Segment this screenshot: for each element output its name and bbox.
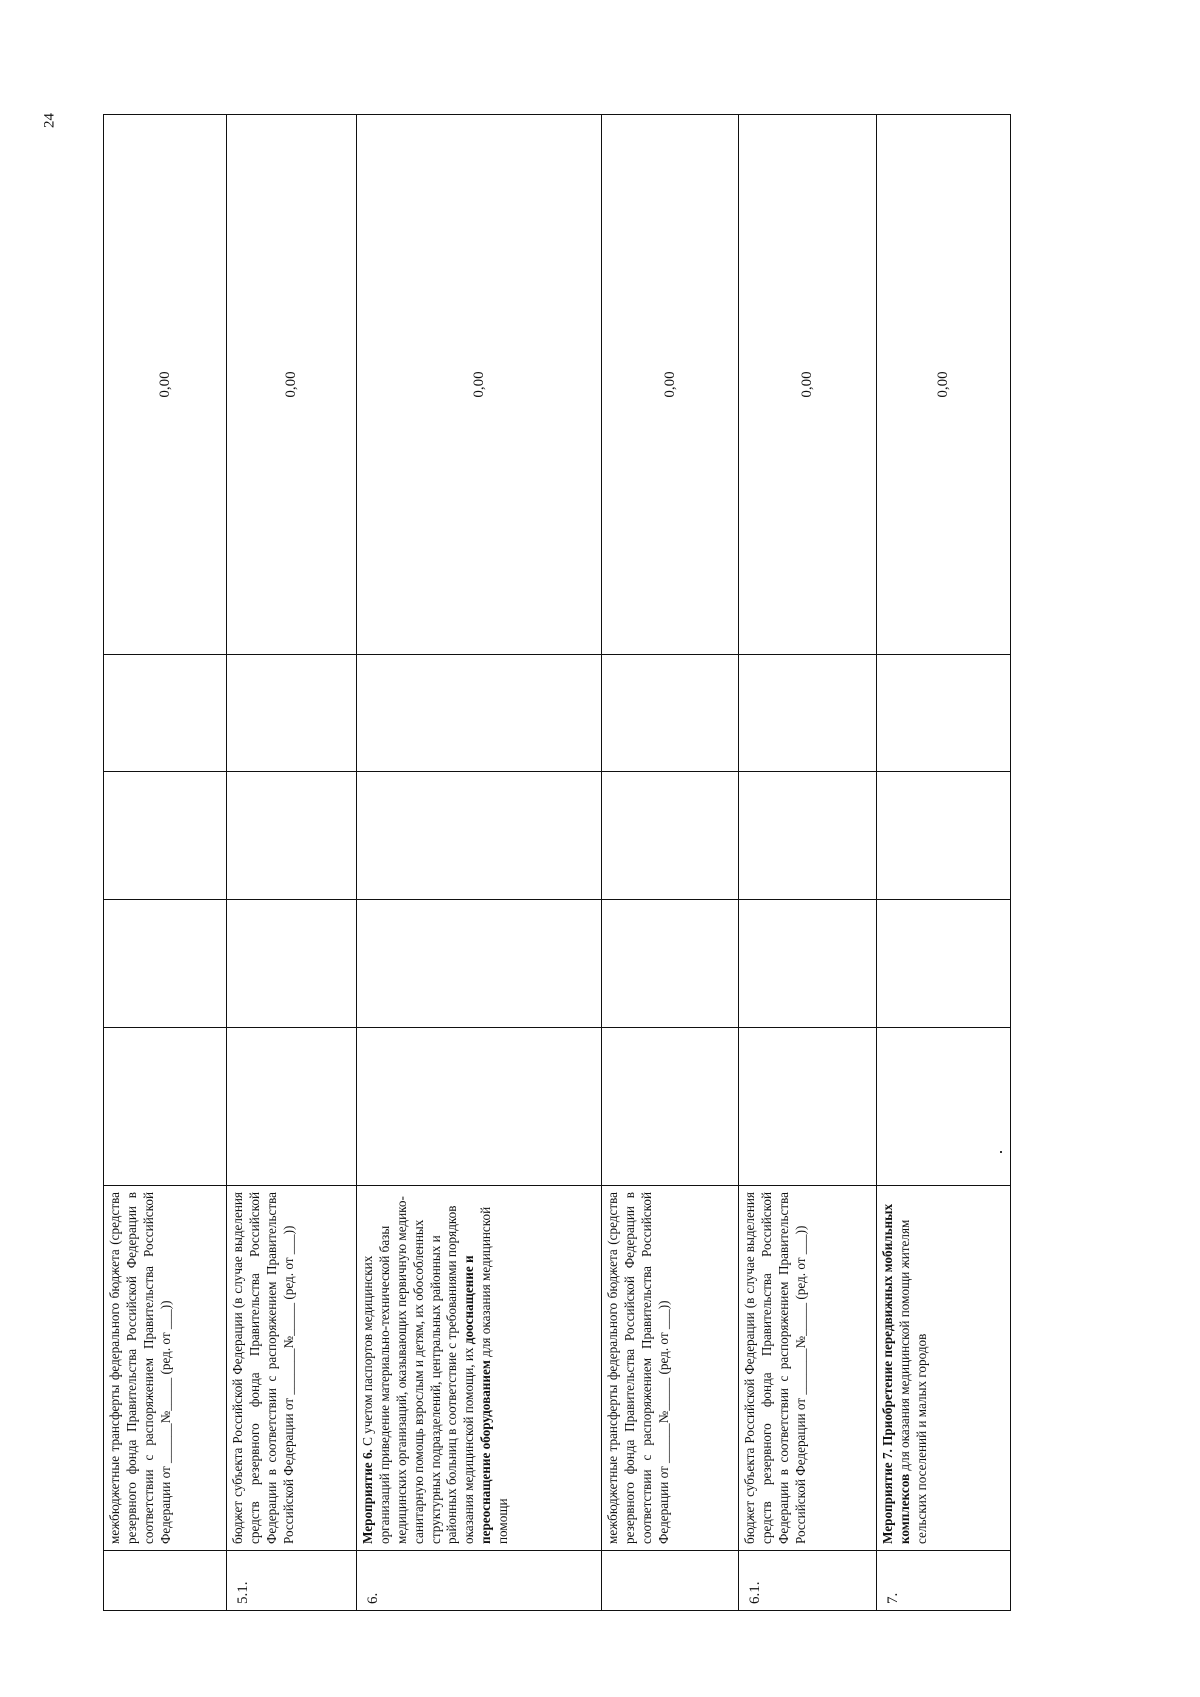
empty-cell [602,655,739,772]
amount-cell: 0,00 [357,115,602,655]
row-number-cell [104,1551,227,1611]
table-rotation-container [103,115,1010,1611]
empty-cell [739,772,877,900]
empty-cell [602,772,739,900]
table-body [104,115,1011,1611]
row-description-cell [739,1186,877,1551]
amount-cell: 0,00 [739,115,877,655]
empty-cell [602,900,739,1028]
empty-cell [227,900,357,1028]
empty-cell [227,772,357,900]
table-row [877,115,1011,1611]
row-description-cell [227,1186,357,1551]
text-run: С учетом паспортов медицинских организаций приведение материально-технической базы медицинских организаций, оказывающих первичную медико-санитарную помощь взрослым и детям, их обособленных структурных подразделений, центральных районных и районных больниц в соответствие с требованиями порядков оказания медицинской помощи, их [360,1196,477,1544]
row-description-cell [357,1186,602,1551]
table-row [357,115,602,1611]
row-number-cell: 5.1. [227,1551,357,1611]
empty-cell [227,1028,357,1186]
table-row [602,115,739,1611]
empty-cell [877,772,1011,900]
text-run: для оказания медицинской помощи жителям сельских поселений и малых городов [896,1219,929,1544]
row-number-cell [602,1551,739,1611]
empty-cell [602,1028,739,1186]
empty-cell [357,772,602,900]
empty-cell [104,772,227,900]
bold-text-run: Мероприятие 6. [360,1449,375,1544]
empty-cell [877,900,1011,1028]
amount-cell: 0,00 [104,115,227,655]
empty-cell [739,900,877,1028]
text-run: бюджет субъекта Российской Федерации (в случае выделения средств резервного фонда Правительства Российской Федерации в соответствии с распоряжением Правительства Российской Федерации от _______№_____ (ред. от ___)) [230,1192,296,1544]
text-run: бюджет субъекта Российской Федерации (в случае выделения средств резервного фонда Правительства Российской Федерации в соответствии с распоряжением Правительства Российской Федерации от _______№_____ (ред. от ___)) [742,1192,808,1544]
table-row [104,115,227,1611]
bold-text-run: дооснащение и переоснащение оборудованием [461,1255,494,1544]
empty-cell [739,655,877,772]
row-description-cell [602,1186,739,1551]
page-number: 24 [41,113,58,128]
empty-cell [877,1028,1011,1186]
amount-cell: 0,00 [227,115,357,655]
empty-cell [227,655,357,772]
text-run: для оказания медицинской помощи [478,1206,511,1544]
empty-cell [357,655,602,772]
amount-cell: 0,00 [877,115,1011,655]
empty-cell [357,1028,602,1186]
row-number-cell: 6. [357,1551,602,1611]
empty-cell [877,655,1011,772]
empty-cell [104,655,227,772]
funding-table [103,114,1011,1611]
rotated-table-frame [103,115,1010,1611]
table-row [227,115,357,1611]
row-number-cell: 7. [877,1551,1011,1611]
table-row [739,115,877,1611]
row-description-cell [104,1186,227,1551]
empty-cell [739,1028,877,1186]
row-description-cell [877,1186,1011,1551]
bold-text-run: Мероприятие 7. Приобретение передвижных мобильных комплексов [880,1203,912,1544]
amount-cell: 0,00 [602,115,739,655]
text-run: межбюджетные трансферты федерального бюджета (средства резервного фонда Правительства Российской Федерации в соответствии с распоряжением Правительства Российской Федерации от ______№_____ (ред. от ___)) [107,1192,173,1544]
empty-cell [104,1028,227,1186]
empty-cell [104,900,227,1028]
text-run: межбюджетные трансферты федерального бюджета (средства резервного фонда Правительства Российской Федерации в соответствии с распоряжением Правительства Российской Федерации от ______№_____ (ред. от ___)) [605,1192,671,1544]
row-number-cell: 6.1. [739,1551,877,1611]
empty-cell [357,900,602,1028]
